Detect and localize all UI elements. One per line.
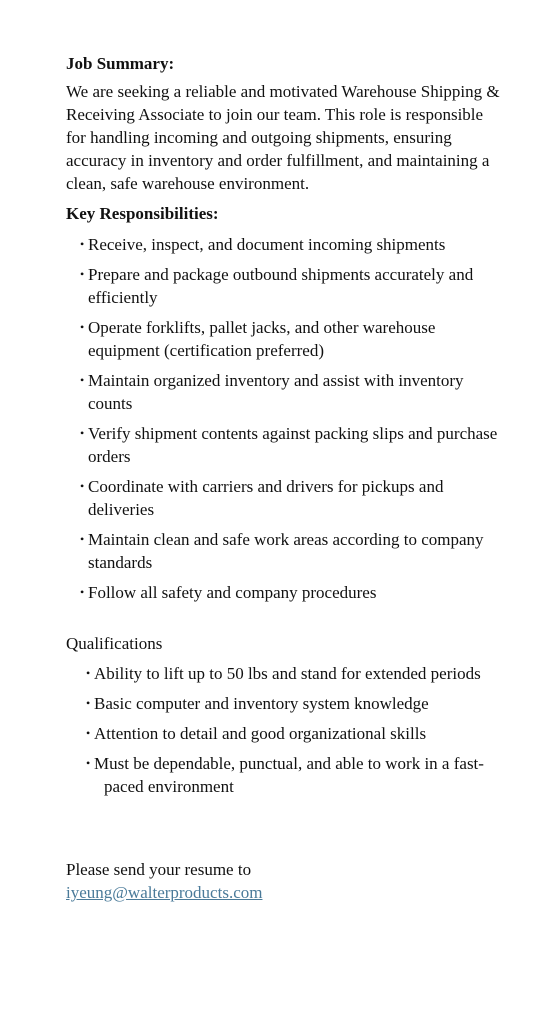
list-item: • Maintain clean and safe work areas according to company standards <box>80 530 484 572</box>
qualifications-list <box>66 662 506 798</box>
qualifications-heading: Qualifications <box>66 634 163 653</box>
contact-text: Please send your resume to <box>66 860 252 879</box>
bullet-icon: • <box>86 666 91 680</box>
contact-section <box>66 858 506 904</box>
bullet-icon: • <box>80 479 85 493</box>
list-item: • Attention to detail and good organizational skills <box>86 724 427 743</box>
bullet-icon: • <box>80 267 85 281</box>
bullet-icon: • <box>80 373 85 387</box>
job-summary-heading: Job Summary: <box>66 54 175 73</box>
responsibilities-list <box>66 233 506 604</box>
bullet-icon: • <box>80 426 85 440</box>
bullet-icon: • <box>80 585 85 599</box>
list-item: • Prepare and package outbound shipments accurately and efficiently <box>80 265 474 307</box>
list-item: • Must be dependable, punctual, and able to work in a fast-paced environment <box>86 754 484 796</box>
bullet-icon: • <box>86 756 91 770</box>
bullet-icon: • <box>80 237 85 251</box>
list-item: • Ability to lift up to 50 lbs and stand for extended periods <box>86 664 481 683</box>
list-item: • Coordinate with carriers and drivers for pickups and deliveries <box>80 477 444 519</box>
bullet-icon: • <box>86 726 91 740</box>
list-item: • Operate forklifts, pallet jacks, and other warehouse equipment (certification preferred) <box>80 318 436 360</box>
job-summary-text: We are seeking a reliable and motivated Warehouse Shipping & Receiving Associate to join our team. This role is responsible for handling incoming and outgoing shipments, ensuring accuracy in inventory and order fulfillment, and maintaining a clean, safe warehouse environment. <box>66 82 500 193</box>
bullet-icon: • <box>80 532 85 546</box>
list-item: • Maintain organized inventory and assist with inventory counts <box>80 371 464 413</box>
list-item: • Basic computer and inventory system knowledge <box>86 694 429 713</box>
list-item: • Verify shipment contents against packing slips and purchase orders <box>80 424 498 466</box>
email-link[interactable]: iyeung@walterproducts.com <box>66 883 263 902</box>
responsibilities-heading: Key Responsibilities: <box>66 204 219 223</box>
job-posting <box>66 52 506 904</box>
bullet-icon: • <box>80 320 85 334</box>
bullet-icon: • <box>86 696 91 710</box>
list-item: • Follow all safety and company procedures <box>80 583 377 602</box>
list-item: • Receive, inspect, and document incoming shipments <box>80 235 446 254</box>
